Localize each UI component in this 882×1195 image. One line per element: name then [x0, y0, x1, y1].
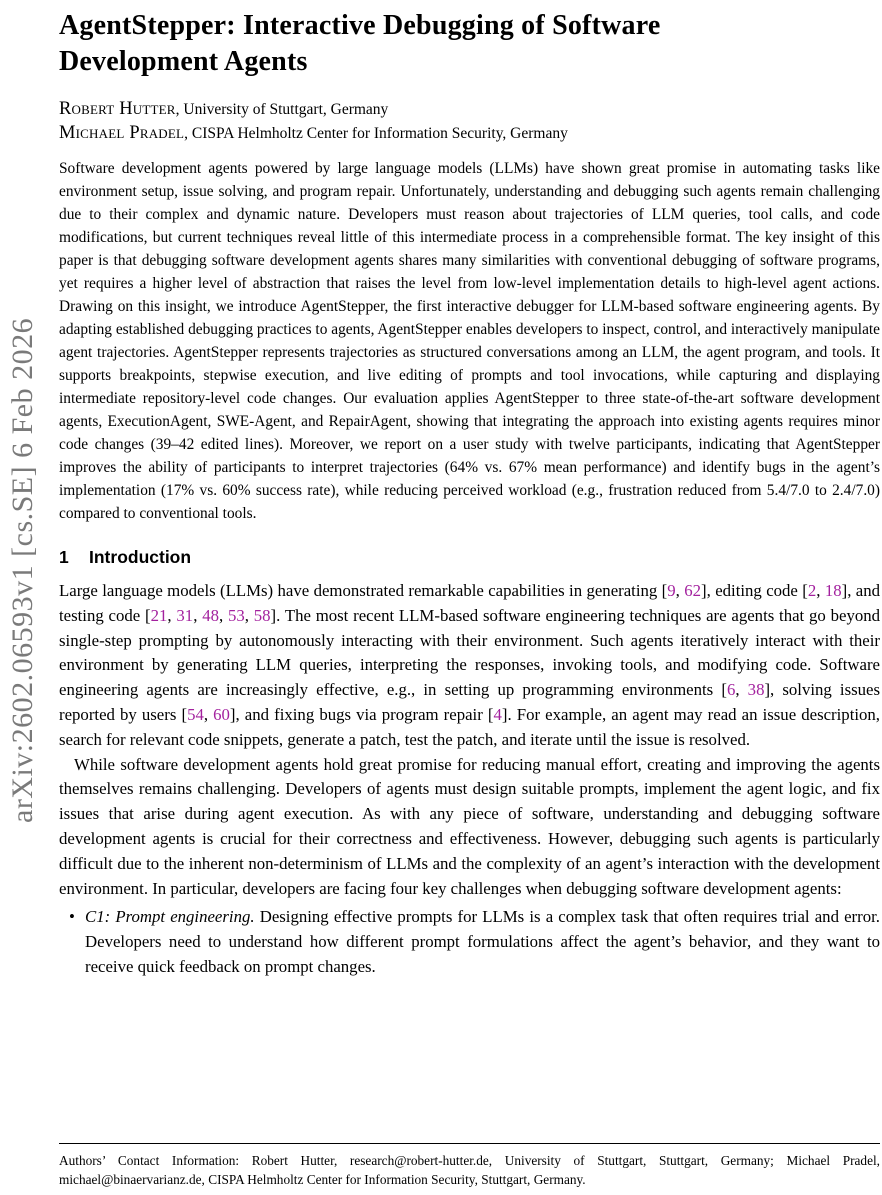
- citation-link[interactable]: 53: [227, 605, 245, 625]
- section-title: Introduction: [89, 547, 192, 567]
- footer: [59, 1143, 880, 1189]
- intro-paragraph-2: While software development agents hold great promise for reducing manual effort, creating and improving the agents themselves remains challenging. Developers of agents must design suitable prompts, implement the agent logic, and fix issues that arise during agent execution. As with any piece of software, understanding and debugging software development agents is crucial for their correctness and effectiveness. However, debugging such agents is particularly difficult due to the inherent non-determinism of LLMs and the complexity of an agent’s interaction with the development environment. In particular, developers are facing four key challenges when debugging software development agents:: [59, 754, 880, 898]
- citation-link[interactable]: 18: [824, 581, 842, 600]
- author-line: [59, 98, 880, 122]
- citation-link[interactable]: 54: [187, 704, 204, 724]
- citation-link[interactable]: 2: [807, 581, 817, 600]
- paper-page: [59, 8, 880, 980]
- author-affiliation: , University of Stuttgart, Germany: [175, 101, 389, 118]
- citation-link[interactable]: 38: [747, 680, 765, 700]
- author-name: Michael Pradel: [59, 122, 185, 143]
- footnote-rule: [59, 1143, 880, 1144]
- citation-link[interactable]: 4: [493, 704, 502, 724]
- citation-link[interactable]: 21: [150, 605, 168, 625]
- author-affiliation: , CISPA Helmholtz Center for Information Security, Germany: [184, 124, 568, 142]
- authors-contact-information: Authors’ Contact Information: Robert Hutter, research@robert-hutter.de, University of Stuttgart, Stuttgart, Germany; Michael Pradel, michael@binaervarianz.de, CISPA Helmholtz Center for Information Security, Stuttgart, Germany.: [59, 1153, 880, 1187]
- author-block: [59, 98, 880, 145]
- arxiv-watermark: arXiv:2602.06593v1 [cs.SE] 6 Feb 2026: [6, 317, 39, 823]
- citation-link[interactable]: 31: [176, 605, 194, 625]
- intro-paragraph-1: Large language models (LLMs) have demonstrated remarkable capabilities in generating [9, 62], editing code [2, 18], and testing code [21, 31, 48, 53, 58]. The most recent LLM-based software engineering techniques are agents that go beyond single-step prompting by autonomously interacting with their environment. Such agents iteratively interact with their environment by generating LLM queries, interpreting the responses, invoking tools, and modifying code. Software engineering agents are increasingly effective, e.g., in setting up programming environments [6, 38], solving issues reported by users [54, 60], and fixing bugs via program repair [4]. For example, an agent may read an issue description, search for relevant code snippets, generate a patch, test the patch, and iterate until the issue is resolved.: [59, 581, 881, 749]
- section-number: 1: [59, 547, 69, 567]
- author-line: [59, 122, 880, 146]
- paper-title: AgentStepper: Interactive Debugging of Software Development Agents: [59, 10, 661, 77]
- author-name: Robert Hutter: [59, 99, 176, 119]
- bullet-icon: •: [69, 907, 75, 927]
- abstract-text: Software development agents powered by large language models (LLMs) have shown great promise in automating tasks like environment setup, issue solving, and program repair. Unfortunately, understanding and debugging such agents remain challenging due to their complex and dynamic nature. Developers must reason about trajectories of LLM queries, tool calls, and code modifications, but current techniques reveal little of this intermediate process in a comprehensible format. The key insight of this paper is that debugging software development agents shares many similarities with conventional debugging of software programs, yet requires a higher level of abstraction that raises the level from low-level implementation details to high-level agent actions. Drawing on this insight, we introduce AgentStepper, the first interactive debugger for LLM-based software engineering agents. By adapting established debugging practices to agents, AgentStepper enables developers to inspect, control, and interactively manipulate agent trajectories. AgentStepper represents trajectories as structured conversations among an LLM, the agent program, and tools. It supports breakpoints, stepwise execution, and live editing of prompts and tool invocations, while capturing and displaying intermediate repository-level code changes. Our evaluation applies AgentStepper to three state-of-the-art software development agents, ExecutionAgent, SWE-Agent, and RepairAgent, showing that integrating the approach into existing agents requires minor code changes (39–42 edited lines). Moreover, we report on a user study with twelve participants, indicating that AgentStepper improves the ability of participants to interpret trajectories (64% vs. 67% mean performance) and identify bugs in the agent’s implementation (17% vs. 60% success rate), while reducing perceived workload (e.g., frustration reduced from 5.4/7.0 to 2.4/7.0) compared to conventional tools.: [59, 160, 881, 522]
- section-heading-introduction: [59, 545, 880, 569]
- bullet-text: C1: Prompt engineering. Designing effective prompts for LLMs is a complex task that often requires trial and error. Developers need to understand how different prompt formulations affect the agent’s behavior, and they want to receive quick feedback on prompt changes.: [85, 907, 880, 976]
- citation-link[interactable]: 6: [726, 680, 736, 700]
- citation-link[interactable]: 58: [253, 605, 271, 625]
- citation-link[interactable]: 48: [202, 605, 219, 625]
- citation-link[interactable]: 60: [213, 704, 230, 724]
- citation-link[interactable]: 62: [684, 581, 702, 600]
- citation-link[interactable]: 9: [667, 581, 676, 600]
- challenge-bullet-c1: [59, 905, 880, 979]
